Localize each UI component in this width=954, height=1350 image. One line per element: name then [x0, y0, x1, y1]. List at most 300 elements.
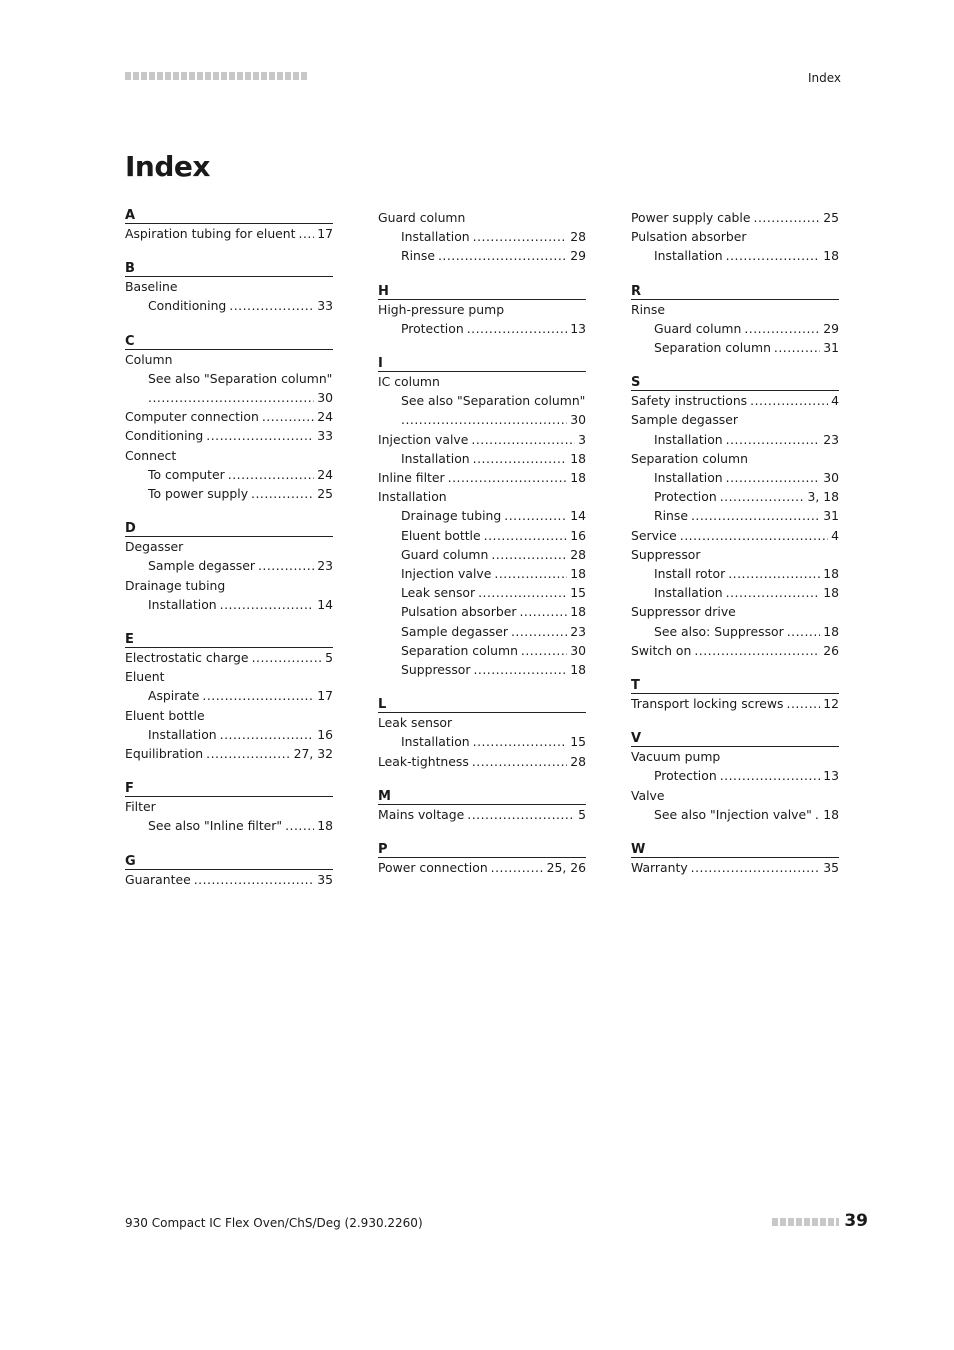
dot-leader [728, 564, 820, 583]
entry-label: Valve [631, 787, 665, 803]
index-subentry [631, 487, 839, 506]
entry-page-reference: 23 [317, 558, 333, 574]
index-subentry [125, 369, 333, 388]
entry-label: Conditioning [148, 298, 227, 314]
entry-label: Conditioning [125, 428, 204, 444]
index-subentry [125, 465, 333, 484]
entry-label: Rinse [654, 508, 688, 524]
index-entry [125, 744, 333, 763]
entry-label: Safety instructions [631, 393, 748, 409]
entry-label: Power supply cable [631, 210, 751, 225]
entry-label: Separation column [654, 340, 771, 356]
index-entry [378, 805, 586, 824]
dot-leader [691, 506, 820, 525]
entry-page-reference: 30 [823, 470, 839, 486]
dot-leader [473, 660, 567, 679]
dot-leader [473, 227, 568, 246]
index-section [631, 678, 839, 713]
entry-page-reference: 12 [823, 696, 839, 712]
index-subentry [631, 622, 839, 641]
dot-leader [299, 224, 315, 243]
index-section [125, 334, 333, 504]
section-letter: V [631, 731, 839, 747]
index-entry [631, 747, 839, 766]
entry-label: Installation [401, 450, 470, 466]
entry-label: Installation [654, 248, 723, 264]
section-letter: M [378, 789, 586, 805]
index-section [378, 697, 586, 771]
dot-leader [694, 641, 820, 660]
entry-label: IC column [378, 374, 440, 390]
index-subentry [378, 227, 586, 246]
index-subentry [631, 583, 839, 602]
index-section [378, 208, 586, 266]
dot-leader [252, 648, 323, 667]
entry-page-reference: 17 [317, 226, 333, 241]
entry-page-reference: 30 [317, 390, 333, 406]
entry-page-reference: 30 [570, 642, 586, 658]
dot-leader [726, 583, 821, 602]
index-section [631, 284, 839, 358]
index-subentry [631, 468, 839, 487]
entry-page-reference: 28 [570, 229, 586, 245]
entry-label: See also "Separation column" [148, 370, 333, 386]
entry-label: Eluent [125, 669, 165, 685]
index-entry [125, 537, 333, 556]
index-entry [378, 752, 586, 771]
entry-label: Baseline [125, 279, 178, 295]
dot-leader [467, 805, 575, 824]
index-subentry [378, 545, 586, 564]
index-entry [125, 277, 333, 296]
entry-page-reference: 33 [317, 428, 333, 444]
index-entry [631, 641, 839, 660]
section-letter: E [125, 632, 333, 648]
entry-label: Leak sensor [401, 585, 476, 601]
index-subentry [631, 805, 839, 824]
entry-page-reference: 18 [570, 662, 586, 678]
index-section [631, 375, 839, 660]
entry-page-reference: 27, 32 [293, 746, 333, 762]
entry-label: See also "Separation column" [401, 393, 586, 409]
entry-page-reference: 18 [570, 604, 586, 620]
entry-label: Installation [148, 726, 217, 742]
entry-label: Guard column [401, 546, 489, 562]
entry-label: Guard column [654, 320, 742, 336]
index-subentry [125, 484, 333, 503]
entry-label: Sample degasser [631, 412, 738, 428]
index-entry [125, 797, 333, 816]
entry-label: Separation column [401, 642, 518, 658]
entry-label: Installation [148, 596, 217, 612]
entry-label: Filter [125, 799, 156, 815]
entry-page-reference: 25, 26 [546, 860, 586, 876]
entry-label: Suppressor [401, 662, 471, 678]
entry-page-reference: 13 [570, 320, 586, 336]
dot-leader [285, 816, 314, 835]
dot-leader [744, 319, 820, 338]
entry-page-reference: 18 [570, 470, 586, 486]
index-section [125, 261, 333, 315]
index-entry [378, 430, 586, 449]
dot-leader [471, 430, 575, 449]
index-entry [125, 667, 333, 686]
dot-leader [754, 208, 821, 227]
entry-label: Separation column [631, 450, 748, 466]
entry-page-reference: 18 [823, 585, 839, 601]
index-entry [125, 224, 333, 243]
index-entry [378, 468, 586, 487]
section-letter: C [125, 334, 333, 350]
entry-label: Pulsation absorber [631, 229, 747, 245]
entry-label: Install rotor [654, 566, 726, 582]
index-subentry [125, 388, 333, 407]
index-subentry [125, 686, 333, 705]
entry-label: See also "Inline filter" [148, 818, 283, 834]
entry-label: Protection [401, 320, 464, 336]
index-subentry [378, 410, 586, 429]
entry-label: Equilibration [125, 746, 204, 762]
index-entry [378, 208, 586, 227]
index-entry [631, 410, 839, 429]
entry-page-reference: 24 [317, 466, 333, 482]
dot-leader [726, 468, 821, 487]
entry-page-reference: 18 [317, 818, 333, 834]
dot-leader [206, 744, 290, 763]
dot-leader [467, 319, 568, 338]
entry-page-reference: 18 [823, 806, 839, 822]
dot-leader [229, 296, 314, 315]
index-section [378, 789, 586, 824]
section-letter: H [378, 284, 586, 300]
index-entry [125, 576, 333, 595]
entry-page-reference: 29 [823, 320, 839, 336]
entry-label: Suppressor [631, 546, 701, 562]
entry-label: Protection [654, 489, 717, 505]
entry-label: Electrostatic charge [125, 650, 249, 666]
section-letter: S [631, 375, 839, 391]
dot-leader [680, 526, 828, 545]
index-entry [378, 487, 586, 506]
entry-page-reference: 24 [317, 409, 333, 425]
index-column-1 [125, 208, 333, 889]
entry-label: Drainage tubing [125, 577, 226, 593]
entry-page-reference: 16 [317, 726, 333, 742]
index-subentry [125, 556, 333, 575]
dot-leader [521, 641, 567, 660]
entry-label: Leak-tightness [378, 753, 469, 769]
index-entry [631, 526, 839, 545]
page-number: 39 [844, 1211, 868, 1231]
section-letter: G [125, 854, 333, 870]
index-subentry [125, 296, 333, 315]
index-subentry [631, 319, 839, 338]
index-entry [125, 706, 333, 725]
entry-label: Vacuum pump [631, 749, 721, 765]
index-subentry [378, 641, 586, 660]
dot-leader [504, 506, 567, 525]
entry-page-reference: 31 [823, 508, 839, 524]
index-section [125, 208, 333, 243]
index-entry [125, 350, 333, 369]
footer-document-title: 930 Compact IC Flex Oven/ChS/Deg (2.930.2260) [125, 1216, 423, 1230]
dot-leader [787, 694, 821, 713]
dot-leader [194, 870, 315, 889]
index-entry [631, 227, 839, 246]
index-subentry [631, 338, 839, 357]
entry-page-reference: 28 [570, 753, 586, 769]
index-entry [125, 426, 333, 445]
dot-leader [220, 725, 315, 744]
entry-page-reference: 25 [823, 210, 839, 225]
index-entry [125, 446, 333, 465]
entry-page-reference: 25 [317, 486, 333, 502]
dot-leader [438, 246, 567, 265]
dot-leader [148, 388, 314, 407]
index-subentry [378, 449, 586, 468]
entry-page-reference: 4 [831, 527, 839, 543]
entry-label: Installation [401, 229, 470, 245]
entry-page-reference: 5 [325, 650, 333, 666]
dot-leader [511, 622, 567, 641]
dot-leader [726, 430, 821, 449]
entry-label: Eluent bottle [125, 707, 205, 723]
entry-label: Switch on [631, 642, 692, 658]
index-section [631, 842, 839, 877]
dot-leader [726, 246, 821, 265]
entry-label: Power connection [378, 860, 488, 876]
index-subentry [631, 246, 839, 265]
index-subentry [378, 602, 586, 621]
entry-label: Installation [654, 470, 723, 486]
index-section [125, 854, 333, 889]
dot-leader [519, 602, 567, 621]
entry-label: Sample degasser [401, 623, 508, 639]
index-subentry [631, 766, 839, 785]
entry-page-reference: 3, 18 [807, 489, 839, 505]
dot-leader [206, 426, 314, 445]
dot-leader [220, 595, 315, 614]
index-subentry [378, 246, 586, 265]
index-subentry [378, 526, 586, 545]
dot-leader [473, 449, 568, 468]
entry-label: Rinse [631, 301, 665, 317]
section-letter: L [378, 697, 586, 713]
dot-leader [251, 484, 314, 503]
dot-leader [473, 732, 568, 751]
footer-decoration [772, 1218, 839, 1226]
entry-page-reference: 33 [317, 298, 333, 314]
section-letter: R [631, 284, 839, 300]
dot-leader [484, 526, 568, 545]
entry-page-reference: 3 [578, 431, 586, 447]
index-section [125, 781, 333, 835]
entry-label: Pulsation absorber [401, 604, 517, 620]
index-subentry [631, 564, 839, 583]
index-entry [378, 713, 586, 732]
entry-page-reference: 14 [570, 508, 586, 524]
index-subentry [378, 506, 586, 525]
section-letter: B [125, 261, 333, 277]
index-entry [378, 858, 586, 877]
dot-leader [720, 766, 821, 785]
entry-label: Aspiration tubing for eluent [125, 226, 296, 241]
index-section [125, 521, 333, 614]
dot-leader [448, 468, 568, 487]
dot-leader [815, 805, 820, 824]
entry-page-reference: 35 [317, 871, 333, 887]
section-letter: F [125, 781, 333, 797]
index-entry [631, 858, 839, 877]
entry-label: Computer connection [125, 409, 259, 425]
dot-leader [720, 487, 805, 506]
dot-leader [202, 686, 314, 705]
dot-leader [401, 410, 567, 429]
entry-label: Rinse [401, 248, 435, 264]
index-subentry [378, 564, 586, 583]
entry-page-reference: 4 [831, 393, 839, 409]
dot-leader [774, 338, 820, 357]
entry-page-reference: 5 [578, 806, 586, 822]
entry-label: Guarantee [125, 871, 191, 887]
index-subentry [631, 430, 839, 449]
index-entry [631, 300, 839, 319]
entry-page-reference: 31 [823, 340, 839, 356]
entry-page-reference: 23 [823, 431, 839, 447]
entry-label: See also "Injection valve" [654, 806, 812, 822]
dot-leader [491, 545, 567, 564]
section-letter: D [125, 521, 333, 537]
index-subentry [378, 732, 586, 751]
entry-label: Drainage tubing [401, 508, 502, 524]
entry-label: High-pressure pump [378, 301, 505, 317]
dot-leader [491, 858, 544, 877]
index-column-3 [631, 208, 839, 877]
entry-label: Installation [654, 431, 723, 447]
entry-page-reference: 26 [823, 642, 839, 658]
index-section [631, 731, 839, 824]
index-subentry [631, 506, 839, 525]
entry-page-reference: 15 [570, 585, 586, 601]
entry-label: Installation [401, 734, 470, 750]
index-entry [631, 391, 839, 410]
entry-page-reference: 16 [570, 527, 586, 543]
entry-label: Eluent bottle [401, 527, 481, 543]
index-subentry [378, 660, 586, 679]
dot-leader [691, 858, 821, 877]
entry-label: Degasser [125, 539, 184, 555]
section-letter: I [378, 356, 586, 372]
entry-page-reference: 15 [570, 734, 586, 750]
index-column-2 [378, 208, 586, 877]
index-entry [125, 648, 333, 667]
page-title: Index [125, 150, 210, 183]
entry-page-reference: 18 [823, 248, 839, 264]
index-entry [125, 407, 333, 426]
index-entry [631, 449, 839, 468]
index-entry [378, 300, 586, 319]
section-letter: W [631, 842, 839, 858]
index-subentry [125, 725, 333, 744]
entry-label: Connect [125, 447, 177, 463]
entry-page-reference: 18 [570, 450, 586, 466]
index-subentry [378, 391, 586, 410]
index-entry [631, 545, 839, 564]
entry-label: Injection valve [401, 566, 492, 582]
index-entry [125, 870, 333, 889]
dot-leader [472, 752, 567, 771]
header-decoration [125, 72, 307, 80]
entry-label: Service [631, 527, 677, 543]
entry-label: See also: Suppressor [654, 623, 784, 639]
dot-leader [478, 583, 567, 602]
dot-leader [750, 391, 828, 410]
index-subentry [378, 319, 586, 338]
entry-label: Sample degasser [148, 558, 255, 574]
index-subentry [378, 622, 586, 641]
entry-label: Aspirate [148, 688, 200, 704]
entry-page-reference: 13 [823, 768, 839, 784]
section-letter: A [125, 208, 333, 224]
entry-label: To computer [148, 466, 225, 482]
entry-page-reference: 14 [317, 596, 333, 612]
index-section [378, 842, 586, 877]
dot-leader [787, 622, 821, 641]
entry-page-reference: 17 [317, 688, 333, 704]
index-section [125, 632, 333, 763]
entry-label: To power supply [148, 486, 249, 502]
entry-label: Protection [654, 768, 717, 784]
entry-label: Warranty [631, 860, 688, 876]
entry-label: Inline filter [378, 470, 445, 486]
index-entry [631, 694, 839, 713]
dot-leader [262, 407, 314, 426]
index-section [378, 356, 586, 679]
index-entry [631, 786, 839, 805]
entry-label: Mains voltage [378, 806, 465, 822]
entry-page-reference: 18 [570, 566, 586, 582]
entry-page-reference: 18 [823, 623, 839, 639]
entry-page-reference: 29 [570, 248, 586, 264]
entry-label: Suppressor drive [631, 604, 736, 620]
index-section [378, 284, 586, 338]
section-letter: T [631, 678, 839, 694]
entry-page-reference: 35 [823, 860, 839, 876]
dot-leader [494, 564, 567, 583]
entry-label: Guard column [378, 210, 466, 225]
entry-label: Injection valve [378, 431, 469, 447]
index-subentry [125, 816, 333, 835]
entry-label: Column [125, 351, 173, 367]
dot-leader [228, 465, 314, 484]
entry-page-reference: 30 [570, 412, 586, 428]
entry-page-reference: 28 [570, 546, 586, 562]
entry-label: Leak sensor [378, 715, 453, 731]
index-entry [631, 208, 839, 227]
entry-label: Transport locking screws [631, 696, 784, 712]
entry-page-reference: 23 [570, 623, 586, 639]
index-subentry [378, 583, 586, 602]
entry-page-reference: 18 [823, 566, 839, 582]
entry-label: Installation [654, 585, 723, 601]
index-section [631, 208, 839, 266]
entry-label: Installation [378, 489, 447, 505]
running-header: Index [807, 71, 841, 85]
index-subentry [125, 595, 333, 614]
section-letter: P [378, 842, 586, 858]
index-entry [378, 372, 586, 391]
dot-leader [258, 556, 314, 575]
